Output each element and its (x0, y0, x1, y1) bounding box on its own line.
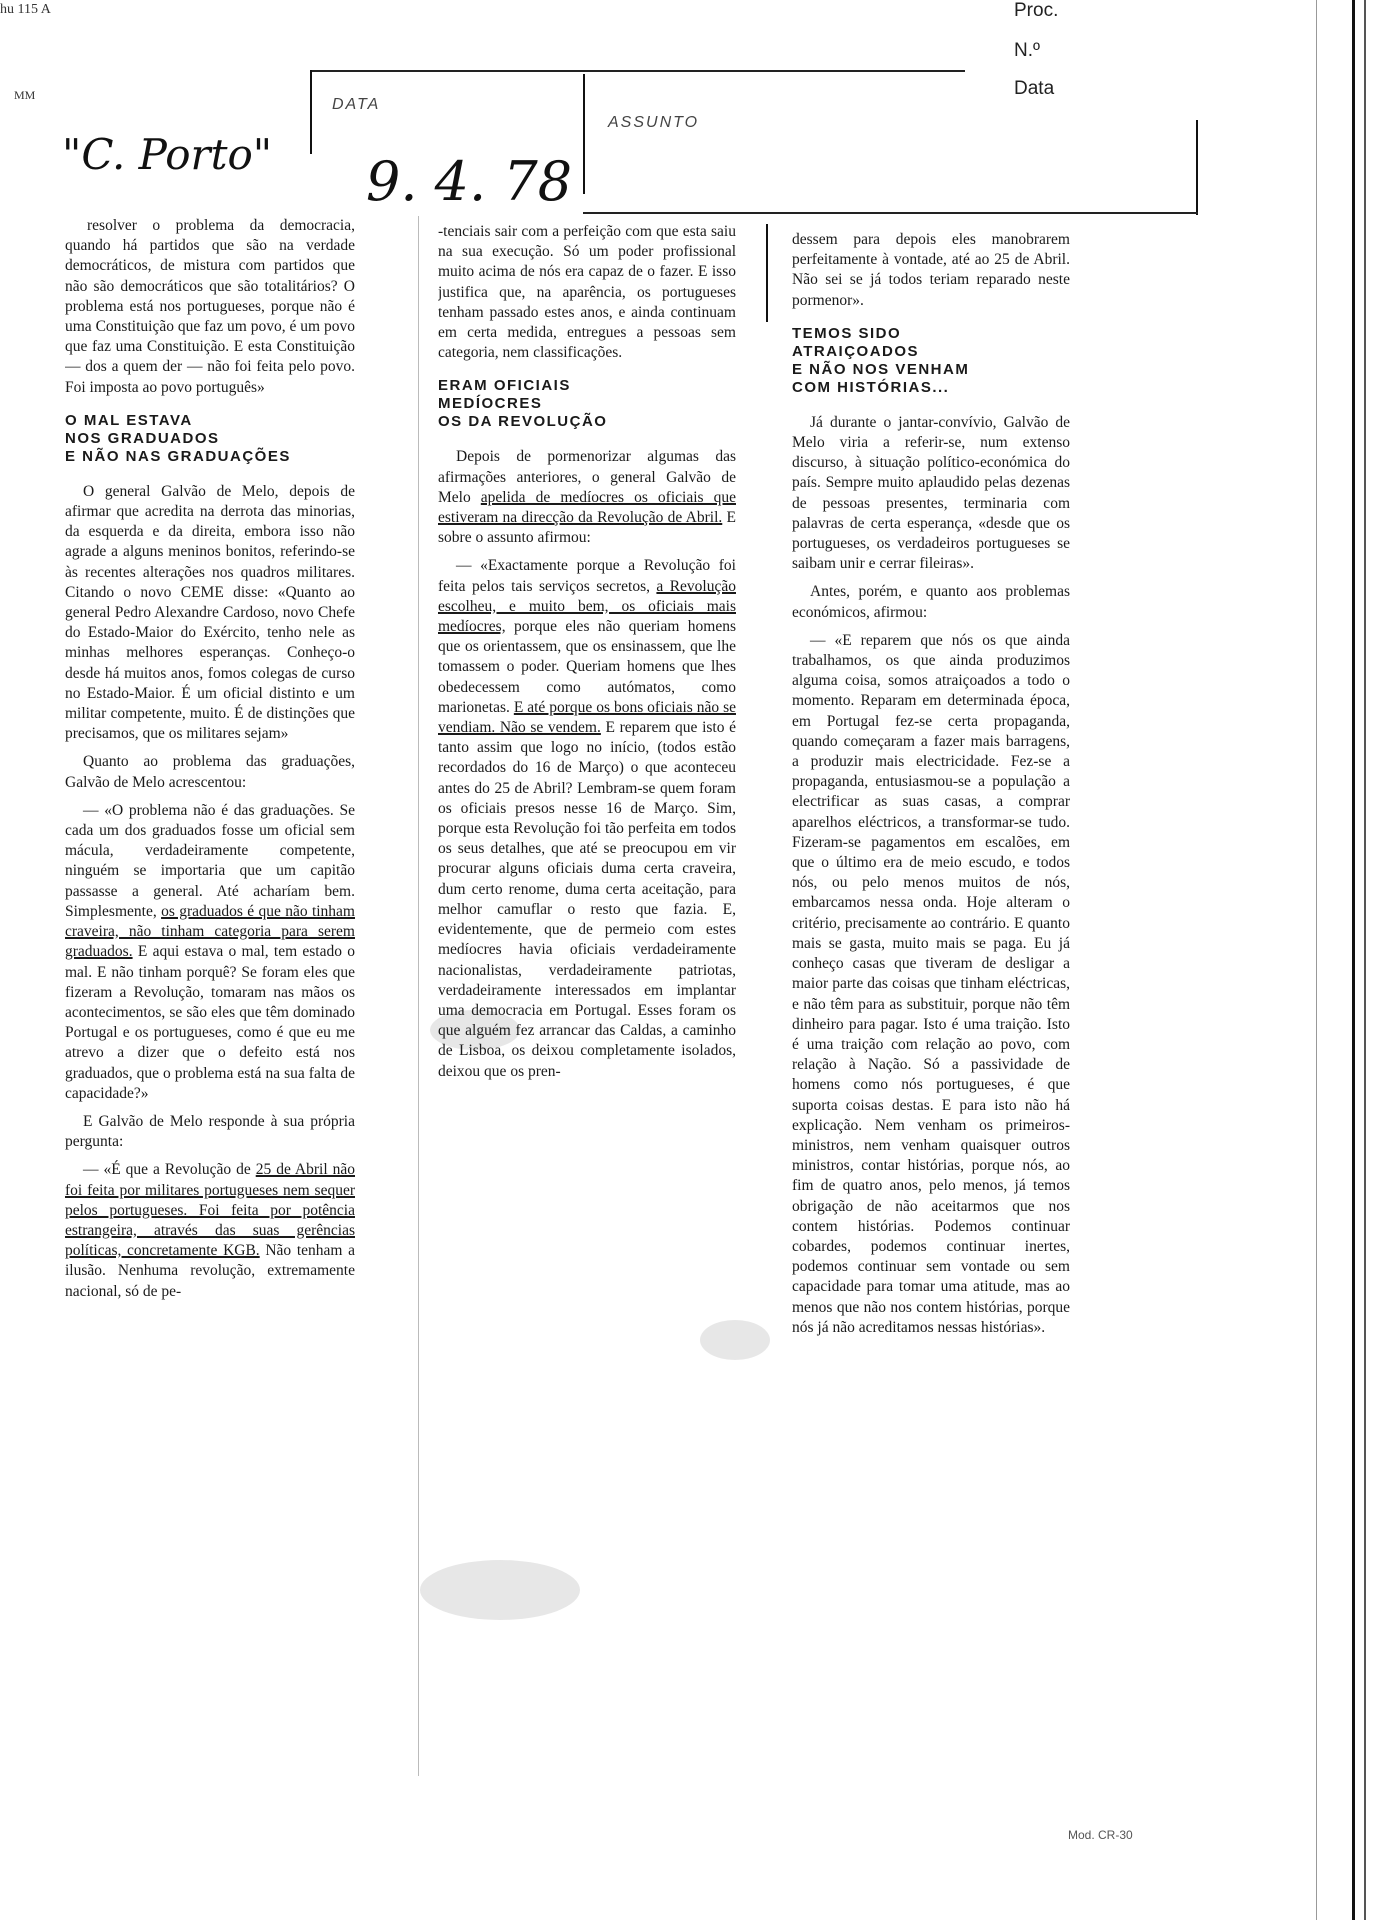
page-edge-line (1352, 0, 1355, 1920)
paragraph: Quanto ao problema das graduações, Galvão de Melo acrescentou: (65, 753, 355, 791)
number-label: N.º (1014, 40, 1040, 61)
header-top-rule (310, 70, 965, 72)
date-field-label: Data (1014, 78, 1055, 99)
paragraph: Antes, porém, e quanto aos problemas económicos, afirmou: (792, 583, 1070, 621)
paragraph: dessem para depois eles manobrarem perfeitamente à vontade, até ao 25 de Abril. Não sei se já todos teriam reparado neste pormenor». (792, 231, 1070, 309)
page-edge-line-outer (1364, 0, 1366, 1920)
paragraph: — «É que a Revolução de 25 de Abril não foi feita por militares portugueses nem sequer pelos portugueses. Foi feita por potência estrangeira, através das suas gerências políticas, concretamente KGB. Não tenham a ilusão. Nenhuma revolução, extremamente nacional, só de pe- (65, 1161, 355, 1300)
header-divider-rule (583, 74, 585, 194)
article-column-2 (438, 222, 736, 1782)
data-label: DATA (332, 96, 381, 113)
article-column-1 (65, 216, 355, 1776)
assunto-label: ASSUNTO (608, 114, 700, 131)
underlined-passage: apelida de medíocres os oficiais que estiveram na direcção da Revolução de Abril. (438, 488, 736, 527)
section-heading: ERAM OFICIAIS MEDÍOCRES OS DA REVOLUÇÃO (438, 377, 608, 431)
paragraph: Depois de pormenorizar algumas das afirmações anteriores, o general Galvão de Melo apelida de medíocres os oficiais que estiveram na direcção da Revolução de Abril. E sobre o assunto afirmou: (438, 448, 736, 547)
paragraph: — «O problema não é das graduações. Se cada um dos graduados fosse um oficial sem mácula, verdadeiramente competente, ninguém se importaria que um capitão passasse a general. Até acharíam bem. Simplesmente, os graduados é que não tinham craveira, não tinham categoria para serem graduados. E aqui estava o mal, tem estado o mal. E não tinham porquê? Se foram eles que fizeram a Revolução, tomaram nas mãos os acontecimentos, se são eles que têm dominado Portugal e os portugueses, como é que eu me atrevo a dizer que o defeito está nos graduados, que o problema está na sua falta de capacidade?» (65, 801, 355, 1102)
header-left-rule (310, 70, 312, 154)
page-edge-line-faint (1316, 0, 1317, 1920)
proc-label: Proc. (1014, 0, 1059, 21)
form-code: Mod. CR-30 (1068, 1828, 1133, 1842)
article-column-3 (792, 230, 1070, 1790)
section-heading: O MAL ESTAVA NOS GRADUADOS E NÃO NAS GRADUAÇÕES (65, 411, 291, 465)
underlined-passage: os graduados é que não tinham craveira, não tinham categoria para serem graduados. (65, 902, 355, 961)
column-separator (766, 224, 768, 322)
paragraph: E Galvão de Melo responde à sua própria pergunta: (65, 1112, 355, 1151)
paragraph: -tenciais sair com a perfeição com que esta saiu na sua execução. Só um poder profissional muito acima de nós era capaz de o fazer. E isso justifica que, na aparência, os portugueses tenham passado estes anos, e ainda continuam em certa medida, entregues a pessoas sem categoria, nem classificações. (438, 223, 736, 362)
header-right-rule (1196, 120, 1198, 215)
underlined-passage: E até porque os bons oficiais não se vendiam. Não se vendem. (438, 698, 736, 737)
column-gutter-faint (418, 216, 419, 1776)
header-bottom-rule (583, 212, 1198, 214)
archive-reference: hu 115 A (0, 2, 51, 17)
underlined-passage: a Revolução escolheu, e muito bem, os oficiais mais medíocres, (438, 577, 736, 636)
paragraph: — «Exactamente porque a Revolução foi feita pelos tais serviços secretos, a Revolução escolheu, e muito bem, os oficiais mais medíocres, porque eles não queriam homens que os orientassem, que os ensinassem, que lhe tomassem o poder. Queriam homens que lhes obedecessem como autómatos, como marionetas. E até porque os bons oficiais não se vendiam. Não se vendem. E reparem que isto é tanto assim que logo no início, (todos estão recordados do 16 de Março) o que aconteceu antes do 25 de Abril? Lembram-se quem foram os oficiais presos nesse 16 de Março. Sim, porque esta Revolução foi tão perfeita em todos os seus detalhes, que até se preocupou em vir procurar alguns oficiais duma certa craveira, dum certo renome, duma certa aceitação, para melhor camuflar o resto que fazia. E, evidentemente, que de permeio com estes medíocres havia oficiais verdadeiramente nacionalistas, verdadeiramente patriotas, verdadeiramente interessados em implantar uma democracia em Portugal. Esses foram os que alguém fez arrancar das Caldas, a caminho de Lisboa, os deixou completamente isolados, deixou que os pren- (438, 557, 736, 1080)
paragraph: Já durante o jantar-convívio, Galvão de Melo viria a referir-se, num extenso discurso, à situação político-económica do país. Sempre muito aplaudido pelas dezenas de pessoas presentes, terminaria com palavras de certa esperança, «desde que os portugueses, os verdadeiros portugueses se saibam unir e cerrar fileiras». (792, 413, 1070, 573)
clipping-date: 9. 4. 78 (366, 150, 573, 213)
newspaper-source: "C. Porto" (62, 130, 273, 179)
paragraph: O general Galvão de Melo, depois de afirmar que acredita na derrota das minorias, da esquerda e da direita, embora isso não agrade a alguns meninos bonitos, referindo-se às recentes alterações nos quadros militares. Citando o novo CEME disse: «Quanto ao general Pedro Alexandre Cardoso, novo Chefe do Estado-Maior do Exército, tenho nele as minhas melhores esperanças. Conheço-o desde há muitos anos, fomos colegas de curso no Estado-Maior. É um oficial distinto e um militar competente, muito. É de distinções que precisamos, que os militares sejam» (65, 482, 355, 743)
paragraph: resolver o problema da democracia, quando há partidos que são na verdade democráticos, de mistura com partidos que não são democráticos que são totalitários? O problema está nos portugueses, porque não é uma Constituição que faz um povo, é um povo que faz uma Constituição. E esta Constituição — dos a quem der — não foi feita pelo povo. Foi imposta ao povo português» (65, 217, 355, 396)
section-heading: TEMOS SIDO ATRAIÇOADOS E NÃO NOS VENHAM COM HISTÓRIAS... (792, 324, 970, 396)
left-margin-mark: MM (14, 88, 36, 102)
underlined-passage: 25 de Abril não foi feita por militares portugueses nem sequer pelos portugueses. Foi feita por potência estrangeira, através das suas gerências políticas, concretamente KGB. (65, 1161, 355, 1260)
paragraph: — «E reparem que nós os que ainda trabalhamos, os que ainda produzimos alguma coisa, somos atraiçoados a todo o momento. Reparam em determinada época, em Portugal fez-se certa propaganda, quando começaram a fazer mais barragens, a produzir mais electricidade. Fez-se a propaganda, entusiasmou-se a população a electrificar as suas casas, a comprar aparelhos eléctricos, a transformar-se tudo. Fizeram-se pagamentos em escalões, em que o último era de meio escudo, e todos nós, ou pelo menos muitos de nós, embarcamos nessa onda. Hoje alteram o critério, precisamente ao contrário. E quanto mais se gasta, muito mais se paga. Eu já conheço casas que tiveram de desligar a maior parte das coisas que tinham eléctricas, e não têm para as substituir, porque não têm dinheiro para pagar. Isto é uma traição. Isto é uma traição com relação ao povo, com relação à Nação. Só a passividade de homens como nós portugueses, é que suporta coisas destas. E para isto não há explicação. Nem venham os primeiros-ministros, nem venham quaisquer outros ministros, contar histórias, porque nós, ao fim de quatro anos, pelo menos, já temos obrigação de não aceitarmos que nos contem histórias. Podemos continuar cobardes, podemos continuar inertes, podemos continuar sem vontade ou sem capacidade para tomar uma atitude, mas ao menos que não nos contem histórias, porque nós já não acreditamos nessas histórias». (792, 631, 1070, 1336)
